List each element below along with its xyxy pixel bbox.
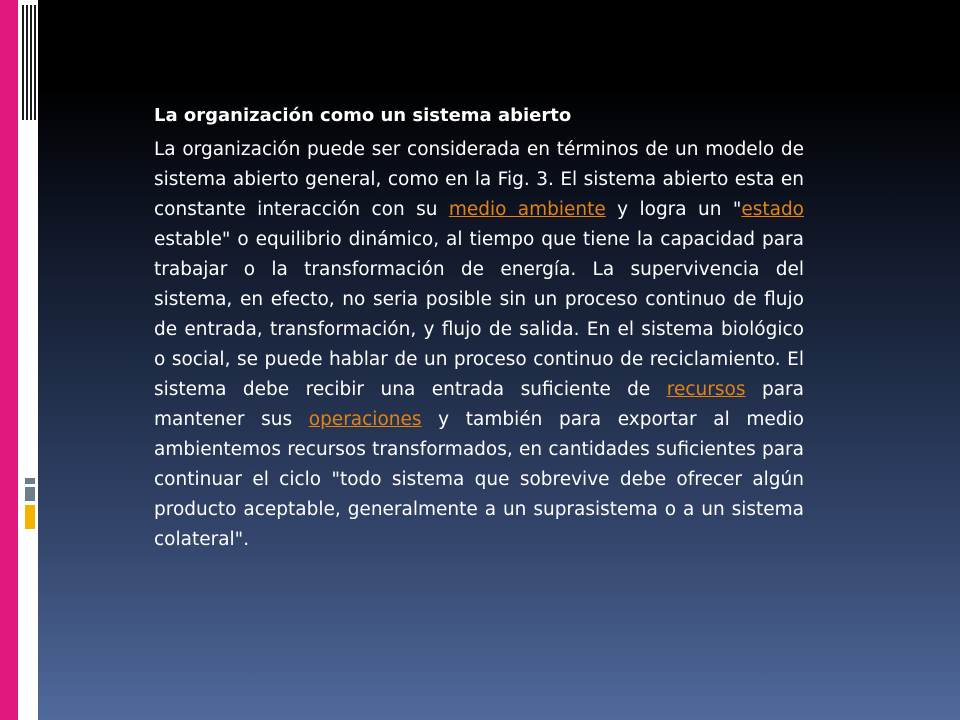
- estado-link[interactable]: estado: [741, 199, 805, 220]
- gold-block-decoration: [25, 505, 35, 529]
- operaciones-link[interactable]: operaciones: [308, 409, 422, 430]
- gray-square-decoration: [25, 478, 35, 484]
- body-text-part: La organización puede ser considerada en términos de un modelo de sistema abierto general, como en la Fig. 3. El sistema abierto esta en constante interacción con su: [154, 139, 804, 220]
- decor-line: [30, 5, 32, 120]
- gray-block-decoration: [25, 487, 35, 501]
- body-text-part: y también para exportar al medio ambientemos recursos transformados, en cantidades suficientes para continuar el ciclo "todo sistema que sobrevive debe ofrecer algún producto aceptable, generalmente a un suprasistema o a un sistema colateral".: [154, 409, 804, 550]
- recursos-link[interactable]: recursos: [666, 379, 746, 400]
- decor-line: [26, 5, 28, 120]
- vertical-lines-decoration: [0, 0, 38, 130]
- body-text-part: y logra un ": [605, 199, 742, 220]
- body-text-part: para mantener sus: [154, 379, 804, 430]
- slide-body: [154, 135, 804, 555]
- decor-line: [34, 5, 36, 120]
- decor-line: [22, 5, 24, 120]
- body-text-part: estable" o equilibrio dinámico, al tiempo que tiene la capacidad para trabajar o la transformación de energía. La supervivencia del sistema, en efecto, no seria posible sin un proceso continuo de flujo de entrada, transformación, y flujo de salida. En el sistema biológico o social, se puede hablar de un proceso continuo de reciclamiento. El sistema debe recibir una entrada suficiente de: [154, 229, 804, 400]
- slide-title: La organización como un sistema abierto: [154, 105, 572, 126]
- medio-ambiente-link[interactable]: medio ambiente: [448, 199, 606, 220]
